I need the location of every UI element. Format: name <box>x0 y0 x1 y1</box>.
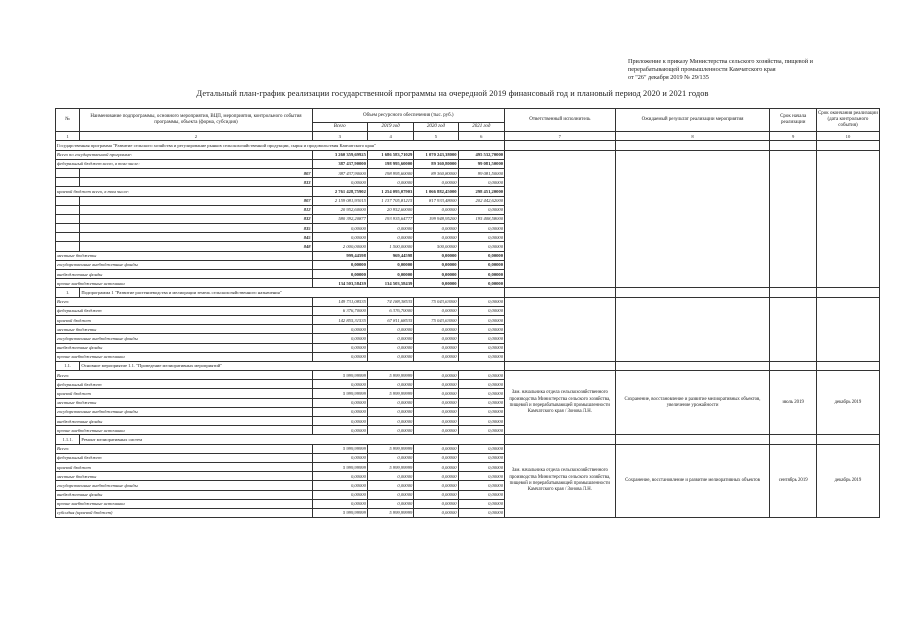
value-2019: 1 137 705,81215 <box>367 196 413 205</box>
value-2020: 0,00000 <box>414 407 458 416</box>
document-title: Детальный план-график реализации государственной программы на очередной 2019 финансовый год и плановый период 2020 и 2021 годов <box>196 89 709 98</box>
main-activity-title-row <box>56 361 880 370</box>
value-2019: 0,00000 <box>367 490 413 499</box>
value-2020: 0,00000 <box>414 490 458 499</box>
value-2019: 1 254 095,07903 <box>367 187 413 196</box>
value-2021: 0,00000 <box>458 490 504 499</box>
value-2019: 0,00000 <box>367 453 413 462</box>
value-2019: 6 376,70000 <box>367 306 413 315</box>
value-2020: 75 043,63000 <box>414 297 458 306</box>
value-total: 0,00000 <box>312 481 367 490</box>
appendix-line-3: от "26" декабря 2019 № 29/135 <box>628 74 709 81</box>
appendix-line-2: перерабатывающей промышленности Камчатского края <box>628 66 776 73</box>
value-total: 149 731,08535 <box>312 297 367 306</box>
value-2019: 5 999,99999 <box>367 462 413 471</box>
value-2019: 5 999,99999 <box>367 389 413 398</box>
budget-code: 833 <box>80 178 312 187</box>
value-total: 0,00000 <box>312 334 367 343</box>
value-2019: 5 999,99999 <box>367 444 413 453</box>
value-2019: 0,00000 <box>367 270 413 279</box>
empty-cell <box>615 297 770 361</box>
empty-cell <box>816 297 879 361</box>
value-total: 0,00000 <box>312 499 367 508</box>
col-number: 2 <box>80 132 312 141</box>
row-label: местные бюджеты <box>56 472 313 481</box>
value-2019: 0,00000 <box>367 224 413 233</box>
value-2019: 0,00000 <box>367 417 413 426</box>
value-total: 0,00000 <box>312 453 367 462</box>
row-label: федеральный бюджет всего, в том числе: <box>56 159 313 168</box>
budget-code: 832 <box>80 214 312 223</box>
value-2021: 0,00000 <box>458 371 504 380</box>
value-total: 0,00000 <box>312 224 367 233</box>
value-total: 0,00000 <box>312 417 367 426</box>
value-2020: 89 360,80000 <box>414 168 458 177</box>
budget-code: 848 <box>80 242 312 251</box>
value-2020: 0,00000 <box>414 233 458 242</box>
empty-cell <box>816 435 879 444</box>
row-label: прочие внебюджетные источники <box>56 499 313 508</box>
value-2021: 0,00000 <box>458 270 504 279</box>
value-2019: 0,00000 <box>367 472 413 481</box>
value-2021: 0,00000 <box>458 297 504 306</box>
table-row <box>56 150 880 159</box>
empty-cell <box>816 288 879 297</box>
value-2021: 0,00000 <box>458 508 504 517</box>
value-2021: 0,00000 <box>458 453 504 462</box>
empty-cell <box>816 141 879 150</box>
value-2019: 134 503,58439 <box>367 279 413 288</box>
value-2021: 202 442,62000 <box>458 196 504 205</box>
responsible-executor: Зам. начальника отдела сельскохозяйственного производства Министерства сельского хозяйства, пищевой и перерабатывающей промышленности Камчатского края / Зонова Л.Н. <box>505 371 616 435</box>
value-2021: 0,00000 <box>458 343 504 352</box>
value-2020: 0,00000 <box>414 352 458 361</box>
value-2020: 0,00000 <box>414 270 458 279</box>
row-label: государственные внебюджетные фонды <box>56 260 313 269</box>
col-number: 5 <box>414 132 458 141</box>
value-2020: 75 043,63000 <box>414 315 458 324</box>
value-2019: 0,00000 <box>367 352 413 361</box>
table-row <box>56 371 880 380</box>
col-number: 6 <box>458 132 504 141</box>
value-2020: 0,00000 <box>414 472 458 481</box>
value-2019: 5 999,99999 <box>367 371 413 380</box>
value-total: 142 855,31535 <box>312 315 367 324</box>
value-total: 2 761 428,75902 <box>312 187 367 196</box>
value-total: 2 000,00000 <box>312 242 367 251</box>
budget-code: 835 <box>80 224 312 233</box>
expected-result: Сохранение, восстановление и развитие мелиоративных объектов, увеличение урожайности <box>615 371 770 435</box>
value-2020: 0,00000 <box>414 334 458 343</box>
section-title: Основное мероприятие 1.1. "Проведение мелиоративных мероприятий" <box>80 361 505 370</box>
header-row-1 <box>56 109 880 123</box>
value-2019: 67 811,68535 <box>367 315 413 324</box>
row-label: Всего: <box>56 297 313 306</box>
value-2020: 0,00000 <box>414 343 458 352</box>
value-2020: 0,00000 <box>414 306 458 315</box>
empty-cell <box>505 361 616 370</box>
subprogram-title-row <box>56 288 880 297</box>
col-number: 1 <box>56 132 80 141</box>
value-2021: 0,00000 <box>458 444 504 453</box>
value-total: 6 376,70000 <box>312 306 367 315</box>
value-2019: 969,44598 <box>367 251 413 260</box>
value-2019: 0,00000 <box>367 334 413 343</box>
value-2021: 0,00000 <box>458 407 504 416</box>
value-2020: 0,00000 <box>414 279 458 288</box>
value-2020: 0,00000 <box>414 453 458 462</box>
empty-cell <box>770 150 816 288</box>
row-label: прочие внебюджетные источники <box>56 426 313 435</box>
budget-code: 845 <box>80 233 312 242</box>
header-2021: 2021 год <box>458 123 504 132</box>
row-label: прочие внебюджетные источники <box>56 279 313 288</box>
value-2020: 0,00000 <box>414 178 458 187</box>
value-2021: 0,00000 <box>458 389 504 398</box>
plan-table <box>55 108 880 518</box>
end-date: декабрь 2019 <box>816 444 879 518</box>
header-responsible: Ответственный исполнитель <box>505 109 616 132</box>
value-2019: 0,00000 <box>367 178 413 187</box>
value-2020: 0,00000 <box>414 398 458 407</box>
value-total: 580 392,20877 <box>312 214 367 223</box>
start-date: сентябрь 2019 <box>770 444 816 518</box>
value-total: 0,00000 <box>312 426 367 435</box>
row-label: федеральный бюджет <box>56 453 313 462</box>
value-2021: 99 081,50000 <box>458 159 504 168</box>
value-2020: 1 070 243,38000 <box>414 150 458 159</box>
empty-cell <box>505 435 616 444</box>
value-2020: 0,00000 <box>414 444 458 453</box>
row-label: краевой бюджет всего, в том числе: <box>56 187 313 196</box>
value-2019: 0,00000 <box>367 499 413 508</box>
row-label: Всего: <box>56 371 313 380</box>
header-end: Срок окончания реализации (дата контрольного события) <box>816 109 879 132</box>
responsible-executor: Зам. начальника отдела сельскохозяйственного производства Министерства сельского хозяйства, пищевой и перерабатывающей промышленности Камчатского края / Зонова Л.Н. <box>505 444 616 518</box>
budget-code: 807 <box>80 196 312 205</box>
row-label: государственные внебюджетные фонды <box>56 334 313 343</box>
value-2019: 0,00000 <box>367 343 413 352</box>
value-2020: 0,00000 <box>414 251 458 260</box>
section-title: Ремонт мелиоративных систем <box>80 435 505 444</box>
value-2019: 5 999,99999 <box>367 508 413 517</box>
empty-cell <box>770 361 816 370</box>
value-2021: 0,00000 <box>458 499 504 508</box>
empty-cell <box>615 141 770 150</box>
value-total: 5 999,99999 <box>312 462 367 471</box>
value-2020: 199 948,95200 <box>414 214 458 223</box>
value-2021: 99 081,50000 <box>458 168 504 177</box>
empty-cell <box>505 141 616 150</box>
value-total: 134 503,58439 <box>312 279 367 288</box>
value-total: 0,00000 <box>312 325 367 334</box>
value-2020: 817 933,48000 <box>414 196 458 205</box>
row-label: краевой бюджет <box>56 315 313 324</box>
empty-cell <box>56 196 80 205</box>
value-total: 999,44598 <box>312 251 367 260</box>
value-2021: 0,00000 <box>458 426 504 435</box>
start-date: июль 2019 <box>770 371 816 435</box>
value-total: 0,00000 <box>312 270 367 279</box>
value-2020: 0,00000 <box>414 481 458 490</box>
value-total: 20 952,60000 <box>312 205 367 214</box>
empty-cell <box>770 435 816 444</box>
header-funding: Объем ресурсного обеспечения (тыс. руб.) <box>312 109 504 123</box>
row-label: внебюджетные фонды <box>56 270 313 279</box>
row-label: краевой бюджет <box>56 389 313 398</box>
appendix-note <box>628 58 888 82</box>
row-label: внебюджетные фонды <box>56 343 313 352</box>
value-total: 5 999,99999 <box>312 371 367 380</box>
value-2020: 0,00000 <box>414 260 458 269</box>
header-2020: 2020 год <box>414 123 458 132</box>
empty-cell <box>770 288 816 297</box>
empty-cell <box>615 361 770 370</box>
value-2020: 89 360,80000 <box>414 159 458 168</box>
value-2021: 0,00000 <box>458 242 504 251</box>
value-2021: 0,00000 <box>458 260 504 269</box>
row-label: государственные внебюджетные фонды <box>56 481 313 490</box>
value-2019: 0,00000 <box>367 426 413 435</box>
empty-cell <box>56 168 80 177</box>
empty-cell <box>615 150 770 288</box>
empty-cell <box>56 242 80 251</box>
value-2021: 0,00000 <box>458 306 504 315</box>
value-2020: 0,00000 <box>414 417 458 426</box>
value-total: 0,00000 <box>312 407 367 416</box>
value-2019: 1 500,00000 <box>367 242 413 251</box>
empty-cell <box>816 150 879 288</box>
value-total: 0,00000 <box>312 472 367 481</box>
value-2019: 0,00000 <box>367 407 413 416</box>
value-2020: 0,00000 <box>414 508 458 517</box>
empty-cell <box>615 435 770 444</box>
value-total: 0,00000 <box>312 380 367 389</box>
value-2019: 198 995,60000 <box>367 168 413 177</box>
header-2019: 2019 год <box>367 123 413 132</box>
section-number: 1.1. <box>56 361 80 370</box>
empty-cell <box>56 178 80 187</box>
col-number: 3 <box>312 132 367 141</box>
value-2021: 0,00000 <box>458 279 504 288</box>
row-label: федеральный бюджет <box>56 306 313 315</box>
plan-table-wrapper <box>55 108 880 518</box>
value-2021: 0,00000 <box>458 325 504 334</box>
row-label: местные бюджеты <box>56 251 313 260</box>
empty-cell <box>770 297 816 361</box>
value-2020: 0,00000 <box>414 499 458 508</box>
value-2020: 0,00000 <box>414 462 458 471</box>
value-total: 0,00000 <box>312 343 367 352</box>
value-2021: 495 532,70000 <box>458 150 504 159</box>
value-2019: 0,00000 <box>367 481 413 490</box>
value-2019: 193 935,64777 <box>367 214 413 223</box>
value-2021: 0,00000 <box>458 224 504 233</box>
header-total: Всего <box>312 123 367 132</box>
value-total: 0,00000 <box>312 398 367 407</box>
row-label: государственные внебюджетные фонды <box>56 407 313 416</box>
row-label: федеральный бюджет <box>56 380 313 389</box>
value-2021: 0,00000 <box>458 178 504 187</box>
empty-cell <box>816 361 879 370</box>
section-number: 1. <box>56 288 80 297</box>
empty-cell <box>56 224 80 233</box>
row-label: внебюджетные фонды <box>56 490 313 499</box>
appendix-line-1: Приложение к приказу Министерства сельского хозяйства, пищевой и <box>628 58 813 65</box>
col-number: 7 <box>505 132 616 141</box>
value-2021: 0,00000 <box>458 380 504 389</box>
value-total: 0,00000 <box>312 233 367 242</box>
value-2021: 0,00000 <box>458 334 504 343</box>
empty-cell <box>505 150 616 288</box>
value-2019: 20 952,60000 <box>367 205 413 214</box>
empty-cell <box>56 205 80 214</box>
table-row <box>56 297 880 306</box>
end-date: декабрь 2019 <box>816 371 879 435</box>
value-total: 5 999,99999 <box>312 444 367 453</box>
value-2021: 0,00000 <box>458 233 504 242</box>
value-2019: 1 686 583,71029 <box>367 150 413 159</box>
value-total: 2 159 081,93015 <box>312 196 367 205</box>
value-2020: 0,00000 <box>414 371 458 380</box>
row-label: краевой бюджет <box>56 462 313 471</box>
header-num: № <box>56 109 80 132</box>
budget-code: 807 <box>80 168 312 177</box>
plan-table-body <box>56 109 880 518</box>
empty-cell <box>770 141 816 150</box>
row-label: Всего: <box>56 444 313 453</box>
value-total: 0,00000 <box>312 352 367 361</box>
header-expected-result: Ожидаемый результат реализации мероприятия <box>615 109 770 132</box>
value-2021: 0,00000 <box>458 251 504 260</box>
value-total: 387 437,90000 <box>312 159 367 168</box>
col-number: 9 <box>770 132 816 141</box>
value-2019: 0,00000 <box>367 260 413 269</box>
row-label: местные бюджеты <box>56 398 313 407</box>
empty-cell <box>505 297 616 361</box>
row-label: местные бюджеты <box>56 325 313 334</box>
value-2021: 195 408,58000 <box>458 214 504 223</box>
value-2020: 0,00000 <box>414 224 458 233</box>
activity-title-row <box>56 435 880 444</box>
col-number: 8 <box>615 132 770 141</box>
header-numbers-row <box>56 132 880 141</box>
value-2019: 0,00000 <box>367 380 413 389</box>
value-2020: 0,00000 <box>414 325 458 334</box>
col-number: 10 <box>816 132 879 141</box>
value-2019: 74 188,38535 <box>367 297 413 306</box>
value-2020: 1 066 882,45000 <box>414 187 458 196</box>
value-2020: 0,00000 <box>414 426 458 435</box>
value-total: 0,00000 <box>312 178 367 187</box>
value-2020: 500,00000 <box>414 242 458 251</box>
table-row <box>56 444 880 453</box>
row-label: Всего по государственной программе: <box>56 150 313 159</box>
section-title: Подпрограмма 1 "Развитие растениеводства и мелиорации земель сельскохозяйственного назначения" <box>80 288 505 297</box>
value-total: 387 437,90000 <box>312 168 367 177</box>
value-2021: 0,00000 <box>458 472 504 481</box>
col-number: 4 <box>367 132 413 141</box>
value-2021: 0,00000 <box>458 481 504 490</box>
row-label: внебюджетные фонды <box>56 417 313 426</box>
row-label: субсидия (краевой бюджет) <box>56 508 313 517</box>
value-2019: 0,00000 <box>367 233 413 242</box>
value-total: 3 260 359,69925 <box>312 150 367 159</box>
budget-code: 812 <box>80 205 312 214</box>
expected-result: Сохранение, восстановление и развитие мелиоративных объектов <box>615 444 770 518</box>
empty-cell <box>615 288 770 297</box>
value-total: 5 999,99999 <box>312 508 367 517</box>
value-total: 0,00000 <box>312 260 367 269</box>
value-2021: 0,00000 <box>458 315 504 324</box>
value-2021: 0,00000 <box>458 398 504 407</box>
value-2020: 0,00000 <box>414 205 458 214</box>
section-title: Государственная программа "Развитие сельского хозяйства и регулирование рынков сельскохозяйственной продукции, сырья и продовольствия Камчатского края" <box>56 141 505 150</box>
value-2021: 0,00000 <box>458 462 504 471</box>
program-title-row <box>56 141 880 150</box>
value-2019: 0,00000 <box>367 398 413 407</box>
value-2019: 198 995,60000 <box>367 159 413 168</box>
empty-cell <box>56 214 80 223</box>
value-2021: 0,00000 <box>458 352 504 361</box>
value-total: 0,00000 <box>312 490 367 499</box>
value-2021: 298 451,20000 <box>458 187 504 196</box>
value-2021: 0,00000 <box>458 205 504 214</box>
row-label: прочие внебюджетные источники <box>56 352 313 361</box>
empty-cell <box>505 288 616 297</box>
value-total: 5 999,99999 <box>312 389 367 398</box>
value-2020: 0,00000 <box>414 380 458 389</box>
section-number: 1.1.1. <box>56 435 80 444</box>
value-2021: 0,00000 <box>458 417 504 426</box>
empty-cell <box>56 233 80 242</box>
value-2020: 0,00000 <box>414 389 458 398</box>
header-start: Срок начала реализации <box>770 109 816 132</box>
value-2019: 0,00000 <box>367 325 413 334</box>
header-name: Наименование подпрограммы, основного мероприятия, ВЦП, мероприятия, контрольного события программы, объекта (форма, субсидия) <box>80 109 312 132</box>
